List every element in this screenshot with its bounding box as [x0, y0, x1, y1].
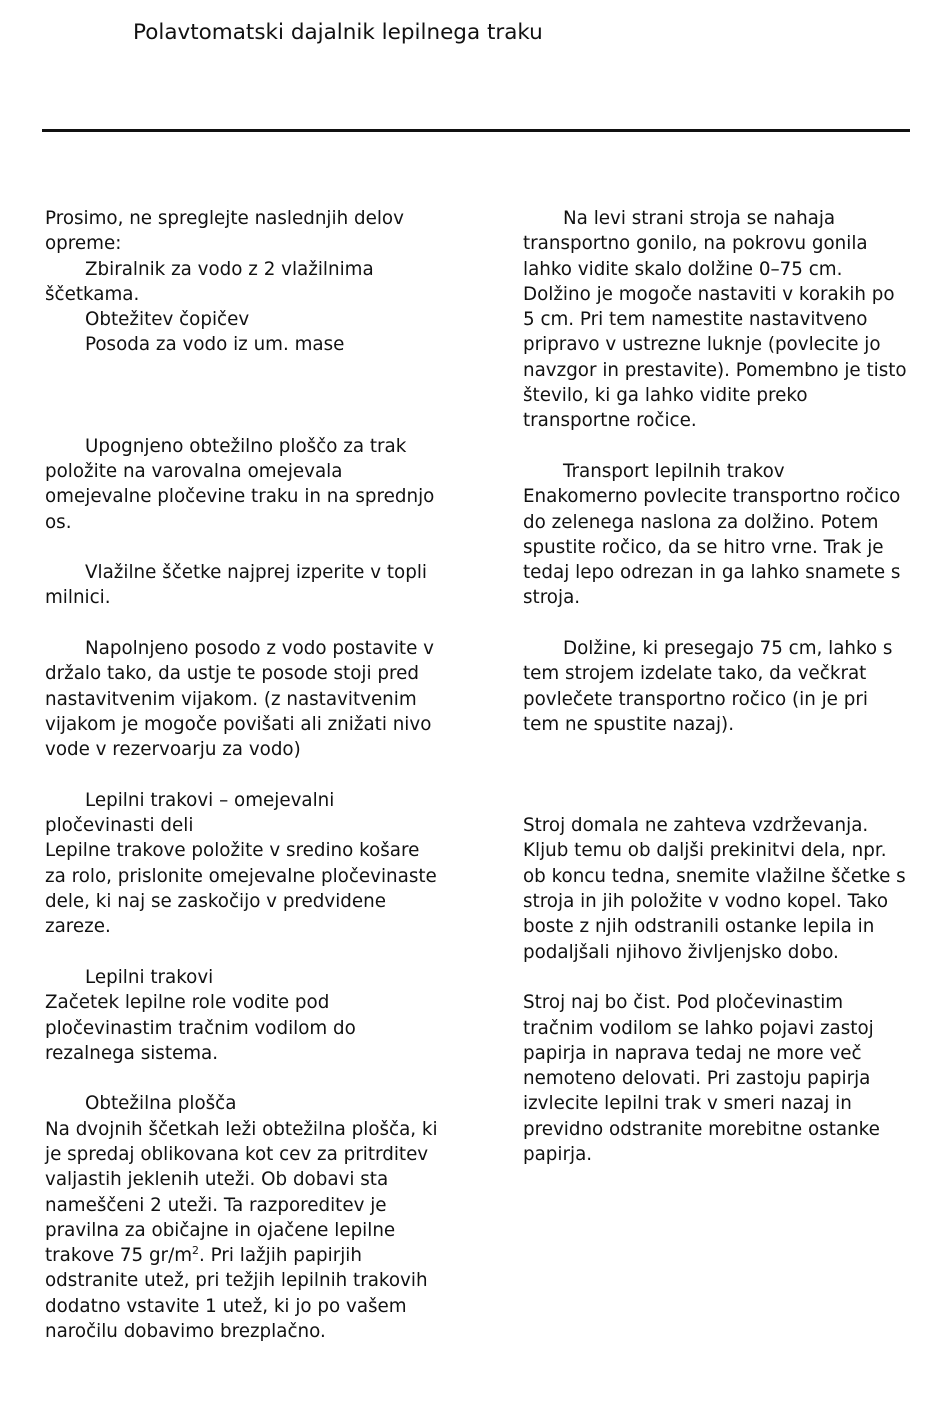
weight-plate-paragraph [45, 1117, 445, 1345]
tapes-plates-heading: Lepilni trakovi – omejevalni pločevinasti deli [45, 789, 335, 837]
intro-text: Prosimo, ne spreglejte naslednjih delov opreme: [45, 208, 404, 255]
tapes-paragraph: Začetek lepilne role vodite pod pločevinastim tračnim vodilom do rezalnega sistema. [45, 992, 356, 1064]
transport-heading: Transport lepilnih trakov [563, 460, 785, 482]
lengths-paragraph: Dolžine, ki presegajo 75 cm, lahko s tem strojem izdelate tako, da večkrat povlečete transportno ročico (in je pri tem ne spustite nazaj). [523, 638, 893, 735]
weight-superscript: 2 [192, 1244, 200, 1258]
tapes-heading: Lepilni trakovi [85, 966, 214, 988]
scale-paragraph: Na levi strani stroja se nahaja transportno gonilo, na pokrovu gonila lahko vidite skalo dolžine 0–75 cm. Dolžino je mogoče nastaviti v korakih po 5 cm. Pri tem namestite nastavitveno pripravo v ustrezne luknje (povlecite jo navzgor in prestavite). Pomembno je tisto število, ki ga lahko vidite preko transportne ročice. [523, 208, 907, 432]
equipment-item-1: Zbiralnik za vodo z 2 vlažilnima ščetkama. [45, 258, 374, 305]
maintenance-paragraph: Stroj domala ne zahteva vzdrževanja. Kljub temu ob daljši prekinitvi dela, npr. ob koncu tedna, snemite vlažilne ščetke s stroja in jih položite v vodno kopel. Tako boste z njih odstranili ostanke lepila in podaljšali njihovo življenjsko dobo. [523, 815, 906, 963]
equipment-item-3: Posoda za vodo iz um. mase [85, 334, 345, 356]
container-paragraph: Napolnjeno posodo z vodo postavite v držalo tako, da ustje te posode stoji pred nastavitvenim vijakom. (z nastavitvenim vijakom je mogoče povišati ali znižati nivo vode v rezervoarju za vodo) [45, 638, 434, 761]
weight-text-a: Na dvojnih ščetkah leži obtežilna plošča, ki je spredaj oblikovana kot cev za pritrditev valjastih jeklenih uteži. Ob dobavi sta nameščeni 2 uteži. Ta razporeditev je pravilna za običajne in ojačene lepilne trakove 75 gr/m [45, 1118, 438, 1267]
cleanliness-paragraph: Stroj naj bo čist. Pod pločevinastim tračnim vodilom se lahko pojavi zastoj papirja in naprava tedaj ne more več nemoteno delovati. Pri zastoju papirja izvlecite lepilni trak v smeri nazaj in previdno odstranite morebitne ostanke papirja. [523, 992, 880, 1165]
weight-text-b: . Pri lažjih papirjih odstranite utež, pri težjih lepilnih trakovih dodatno vstavite 1 utež, ki jo po vašem naročilu dobavimo brezplačno. [45, 1245, 428, 1343]
right-column [523, 206, 908, 1167]
transport-paragraph: Enakomerno povlecite transportno ročico do zelenega naslona za dolžino. Potem spustite ročico, da se hitro vrne. Trak je tedaj lepo odrezan in ga lahko snamete s stroja. [523, 486, 901, 609]
weight-plate-heading: Obtežilna plošča [85, 1093, 237, 1115]
equipment-item-2: Obtežitev čopičev [85, 309, 250, 331]
left-column [45, 206, 445, 1344]
plate-paragraph: Upognjeno obtežilno ploščo za trak položite na varovalna omejevala omejevalne pločevine traku in na sprednjo os. [45, 435, 435, 533]
brushes-paragraph: Vlažilne ščetke najprej izperite v topli milnici. [45, 562, 427, 609]
title-divider [42, 129, 910, 132]
tapes-plates-paragraph: Lepilne trakove položite v sredino košare za rolo, prislonite omejevalne pločevinaste dele, ki naj se zaskočijo v predvidene zareze. [45, 840, 437, 938]
document-title: Polavtomatski dajalnik lepilnega traku [133, 20, 543, 45]
